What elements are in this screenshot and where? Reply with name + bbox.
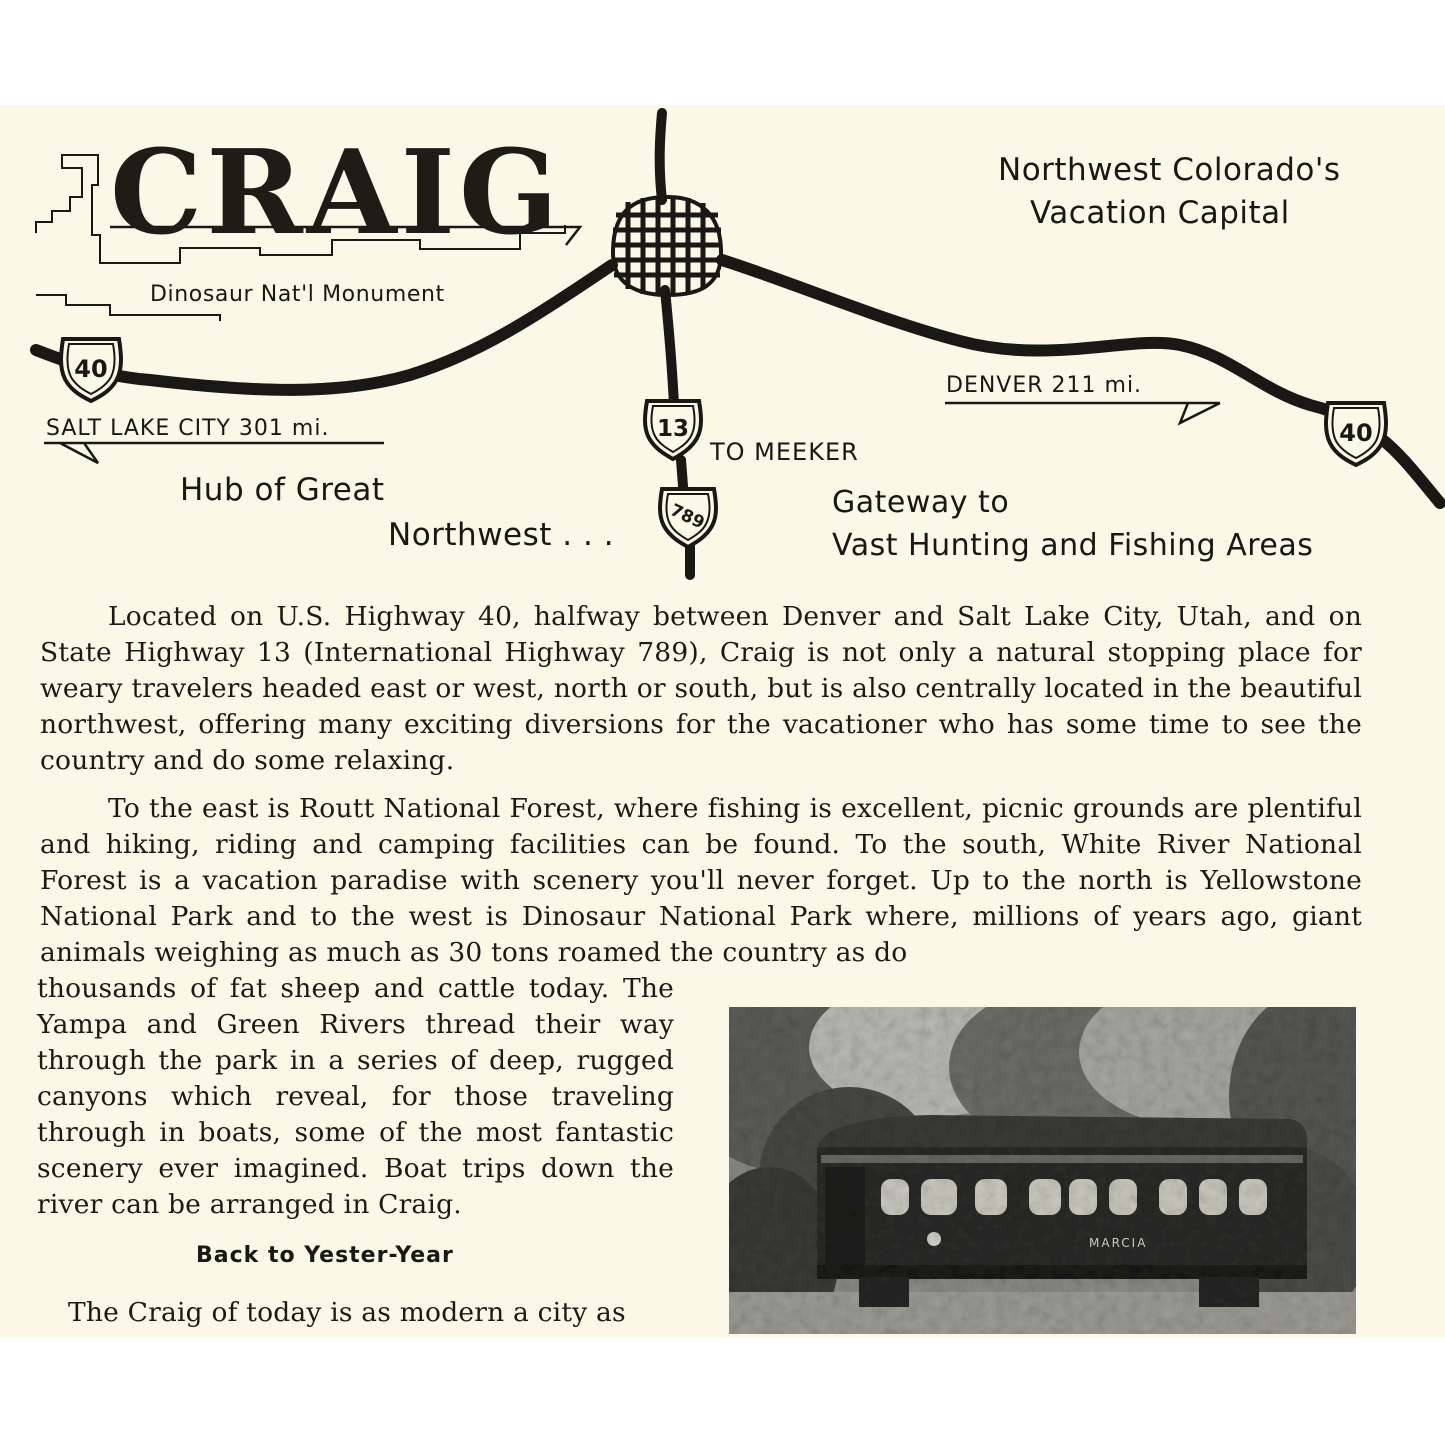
brochure-page [0, 105, 1445, 1338]
railcar-photo [729, 1007, 1356, 1334]
highway-40-west-number: 40 [74, 355, 108, 383]
hub-slogan-line1: Hub of Great [180, 472, 385, 508]
salt-lake-city-label: SALT LAKE CITY 301 mi. [46, 416, 330, 441]
highway-40-west-shield [61, 339, 121, 401]
gateway-slogan [832, 481, 1313, 567]
paragraph-yesteryear: The Craig of today is as modern a city as [68, 1297, 626, 1328]
meeker-label: TO MEEKER [710, 438, 859, 466]
paragraph-location: Located on U.S. Highway 40, halfway between Denver and Salt Lake City, Utah, and on State Highway 13 (International Highway 789), Craig is not only a natural stopping place for weary travelers headed east or west, north or south, but is also centrally located in the beautiful northwest, offering many exciting diversions for the vacationer who has some time to see the country and do some relaxing. [40, 601, 1362, 776]
highway-789-shield [660, 489, 716, 547]
highway-40-east-shield [1326, 403, 1386, 465]
railcar-illustration [729, 1007, 1356, 1334]
railcar-name: MARCIA [1089, 1236, 1148, 1250]
hub-slogan-line2: Northwest . . . [388, 517, 615, 553]
gateway-line2: Vast Hunting and Fishing Areas [832, 528, 1314, 563]
gateway-line1: Gateway to [832, 485, 1010, 520]
monument-label: Dinosaur Nat'l Monument [150, 282, 445, 307]
highway-789-number: 789 [666, 500, 708, 534]
highway-13-number: 13 [656, 416, 690, 442]
denver-label: DENVER 211 mi. [946, 373, 1143, 398]
paragraph-rivers: thousands of fat sheep and cattle today. The Yampa and Green Rivers thread their way through the park in a series of deep, rugged canyons which reveal, for those traveling through in boats, some of the most fantastic scenery ever imagined. Boat trips down the river can be arranged in Craig. [37, 973, 674, 1220]
tagline [998, 149, 1341, 235]
paragraph-forests: To the east is Routt National Forest, where fishing is excellent, picnic grounds are plentiful and hiking, riding and camping facilities can be found. To the south, White River National Forest is a vacation paradise with scenery you'll never forget. Up to the north is Yellowstone National Park and to the west is Dinosaur National Park where, millions of years ago, giant animals weighing as much as 30 tons roamed the country as do [40, 793, 1362, 968]
town-grid [613, 197, 721, 295]
tagline-line2: Vacation Capital [1030, 195, 1290, 231]
tagline-line1: Northwest Colorado's [998, 152, 1341, 188]
page-title: CRAIG [110, 125, 563, 261]
denver-underline [945, 403, 1220, 423]
highway-north-road [660, 113, 662, 200]
highway-13-shield [645, 401, 701, 459]
salt-lake-underline [44, 443, 384, 463]
section-heading: Back to Yester-Year [196, 1243, 454, 1268]
highway-40-east-number: 40 [1339, 419, 1373, 447]
